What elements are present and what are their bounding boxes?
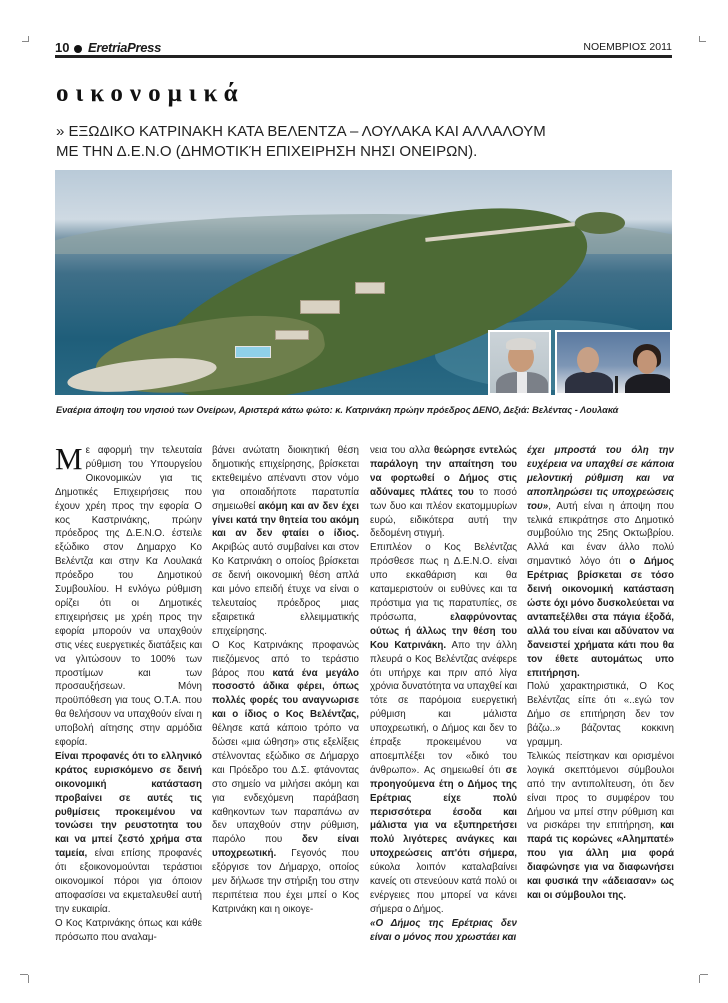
crop-mark bbox=[28, 36, 29, 42]
article-headline bbox=[56, 122, 656, 162]
paragraph: Είναι προφανές ότι το ελληνικό κράτος ευρισκόμενο σε δεινή οικονομική κατάσταση προβαίνει σε αυτές τις ρυθμίσεις προκειμένου να τονώσει την ρευστοτητα του και να μπεί ζεστό χρήμα στα ταμεία, είναι επίσης προφανές ότι εξοικονομούνται τεράστιοι οικονομικοί πόροι για όποιον αποφασίσει να εκμεταλευθεί αυτή την ευκαιρία. bbox=[55, 750, 202, 915]
crop-mark bbox=[28, 975, 29, 983]
paragraph: Ο Κος Κατρινάκης όπως και κάθε πρόσωπο που αναλαμ- bbox=[55, 917, 202, 943]
article-column-4 bbox=[527, 444, 674, 903]
publication-name: EretriaPress bbox=[88, 40, 162, 55]
photo-pool bbox=[235, 346, 271, 358]
paragraph: Τελικώς πείστηκαν και ορισμένοι λογικά σκεπτόμενοι σύμβουλοι από την αντιπολίτευση, ότι δεν είναι προς το συμφέρον του Δήμου να μπεί στην ρύθμιση και να ρισκάρει την επιτήρηση, και παρά τις κορώνες «Αλημπατέ» που για άλλη μια φορά διαφώνησε για να διαφωνήσει και φυσικά την «άδειασαν» ως και οι σύμβουλοι της. bbox=[527, 750, 674, 901]
crop-mark bbox=[20, 974, 28, 975]
paragraph: νεια του αλλα θεώρησε εντελώς παράλογη την απαίτηση του να φορτωθεί ο Δήμος στις αδύναμες πλάτες του το ποσό των δυο και πλέον εκατομμυρίων ευρώ, ειδικότερα αυτή την δεδομένη στιγμή. bbox=[370, 445, 517, 540]
section-title: οικονομικά bbox=[56, 80, 245, 107]
photo-building bbox=[300, 300, 340, 314]
photo-islet bbox=[575, 212, 625, 234]
photo-building bbox=[355, 282, 385, 294]
crop-mark bbox=[22, 41, 28, 42]
paragraph: Επιπλέον ο Κος Βελέντζας πρόσθεσε πως η Δ.Ε.Ν.Ο. είναι υπο εκκαθάριση και θα καταμεριστούν οι ευθύνες και τα πρόστιμα για τις παρατυπίες, σε πρόσωπα, ελαφρύνοντας ούτως ή άλλως την θέση του Κου Κατρινάκη. Απο την άλλη πλευρά ο Κος Βελέντζας ανέφερε ότι υπήρχε και πριν από λίγα χρόνια δυνατότητα να υπαχθεί και τότε σε παρόμοια ευεργετική ρύθμιση και μάλιστα υποχρεωτική, ο Δήμος και δεν το έπραξε προκειμένου να αποεμπλέξει τον «δικό του άνθρωπο». Ας σημειωθεί ότι σε προηγούμενα έτη ο Δήμος της Ερέτριας είχε πολύ περισσότερα έσοδα και μάλιστα για να εξυπηρετήσει πολύ λιγότερες ανάγκες και υποχρεώσεις απ'ότι σήμερα, εύκολα λοιπόν καταλαβαίνει κανείς οτι στενεύουν κατά πολύ οι ενέργειες που μπορεί να κάνει σήμερα ο Δήμος. bbox=[370, 542, 518, 915]
headline-line-2: ΜΕ ΤΗΝ Δ.Ε.Ν.Ο (ΔΗΜΟΤΙΚΉ ΕΠΙΧΕΙΡΗΣΗ ΝΗΣΙ ΟΝΕΙΡΩΝ). bbox=[56, 143, 478, 160]
bullet-dot-icon bbox=[74, 45, 82, 53]
paragraph: Πολύ χαρακτηριστικά, Ο Κος Βελέντζας είπε ότι «..εγώ τον Δήμο σε επιτήρηση δεν τον βάζω..» βάζοντας κοκκινη γραμμη. bbox=[527, 681, 674, 749]
article-column-3 bbox=[370, 444, 517, 945]
drop-cap: Μ bbox=[55, 441, 83, 476]
headline-line-1: » ΕΞΩΔΙΚΟ ΚΑΤΡΙΝΑΚΗ ΚΑΤΑ ΒΕΛΕΝΤΖΑ – ΛΟΥΛΑΚΑ ΚΑΙ ΑΛΛΑΛΟΥΜ bbox=[56, 123, 546, 140]
photo-building bbox=[275, 330, 309, 340]
crop-mark bbox=[700, 974, 708, 975]
article-column-1 bbox=[55, 441, 202, 945]
paragraph: έχει μπροστά του όλη την ευχέρεια να υπαχθεί σε κάποια μελοντική ρύθμιση και να αποπληρώσει τις υποχρεώσεις του», Αυτή είναι η άποψη που τελικά επικράτησε στο Δημοτικό συμβούλιο της 25ης Οκτωβρίου. Αλλά και έναν άλλο πολύ σημαντικό λόγο ότι ο Δήμος Ερέτριας βρίσκεται σε τόσο δεινή οικονομική κατάσταση ώστε όχι μόνο δυσκολεύεται να ανταπεξέλθει στα πάγια έξοδά, αλλά του είναι και αδύνατον να δανειστεί χρήματα κάτι που θα τον έθετε αυτομάτως υπο επιτήρηση. bbox=[527, 445, 674, 679]
paragraph: Ο Κος Κατρινάκης προφανώς πιεζόμενος από το τεράστιο βάρος που κατά ένα μεγάλο ποσοστό άδικα φέρει, όπως πολλές φορές του αναγνωρισε και ο ίδιος ο Κος Βελέντζας, θέλησε κατά κάποιο τρόπο να δώσει «μια ώθηση» στις εξελίξεις στέλνοντας εξώδικο σε Δήμαρχο και Πρόεδρο του Δ.Σ. φτάνοντας στο σημείο να μιλήσει ακόμη και για ενδεχόμενη παράβαση καθηκοντων των παραπάνω αν δεν υπαχθούν στην ρύθμιση, παρόλο που δεν είναι υποχρεωτική. Γεγονός που εξόργισε τον Δήμαρχο, οποίος μεν δήλωσε την στήριξη του στην περιπέτεια που έχει μπεί ο Κος Κατρινάκη και η οικογε- bbox=[212, 639, 359, 915]
article-column-2 bbox=[212, 444, 359, 917]
crop-mark bbox=[700, 41, 706, 42]
crop-mark bbox=[699, 975, 700, 983]
aerial-photo bbox=[55, 170, 672, 395]
inset-portrait-katrinakis bbox=[488, 330, 551, 395]
paragraph: «Ο Δήμος της Ερέτριας δεν είναι ο μόνος που χρωστάει και bbox=[370, 917, 517, 943]
issue-date: ΝΟΕΜΒΡΙΟΣ 2011 bbox=[583, 41, 672, 53]
page-number: 10 bbox=[55, 40, 70, 55]
inset-photo-velentzas-loulaka bbox=[555, 330, 672, 395]
photo-caption: Εναέρια άποψη του νησιού των Ονείρων, Αριστερά κάτω φώτο: κ. Κατρινάκη πρώην πρόεδρος ΔΕΝΟ, Δεξιά: Βελέντας - Λουλακά bbox=[56, 405, 619, 415]
page-header bbox=[55, 40, 672, 58]
paragraph: Με αφορμή την τελευταία ρύθμιση του Υπουργείου Οικονομικών για τις Δημοτικές Επιχειρήσεις που έχουν χρέη προς την εφορία Ο κος Καστρινάκης, πρώην πρόεδρος της Δ.Ε.Ν.Ο. έστειλε εξώδικο στον Δημαρχο Κο Βελέντζα και στην Κα Λουλακά πρόεδρο του Δημοτικού Συμβουλίου. Η ενλόγω ρύθμιση ορίζει ότι οι Δημοτικές επιχειρήσεις με χρέη προς την εφορία μπορούν να υπαχθούν στις νέες ευεργετικές διατάξεις και να γλιτώσουν το 100% των προστίμων και των προσαυξήσεων. Μόνη προϋπόθεση για τους Ο.Τ.Α. που θα θελήσουν να υπαχθούν είναι η υποβολή αίτησης στην αρμόδια εφορία. bbox=[55, 441, 202, 749]
paragraph: βάνει ανώτατη διοικητική θέση δημοτικής επιχείρησης, βρίσκεται εκτεθειμένο απέναντι στον νόμο για οποιαδήποτε παρατυπία σημειωθεί ακόμη και αν δεν έχει γίνει κατά την θητεία του ακόμη και αν δεν φταίει ο ίδιος. Ακριβώς αυτό συμβαίνει και στον Κο Κατρινάκη ο οποίος βρίσκεται σε δεινή οικονομική θέση απλά και μόνο επειδή έτυχε να είναι ο τελευταίος πρόεδρος μιας εξαιρετικά ελλειμματικής επιχείρησης. bbox=[212, 445, 359, 637]
